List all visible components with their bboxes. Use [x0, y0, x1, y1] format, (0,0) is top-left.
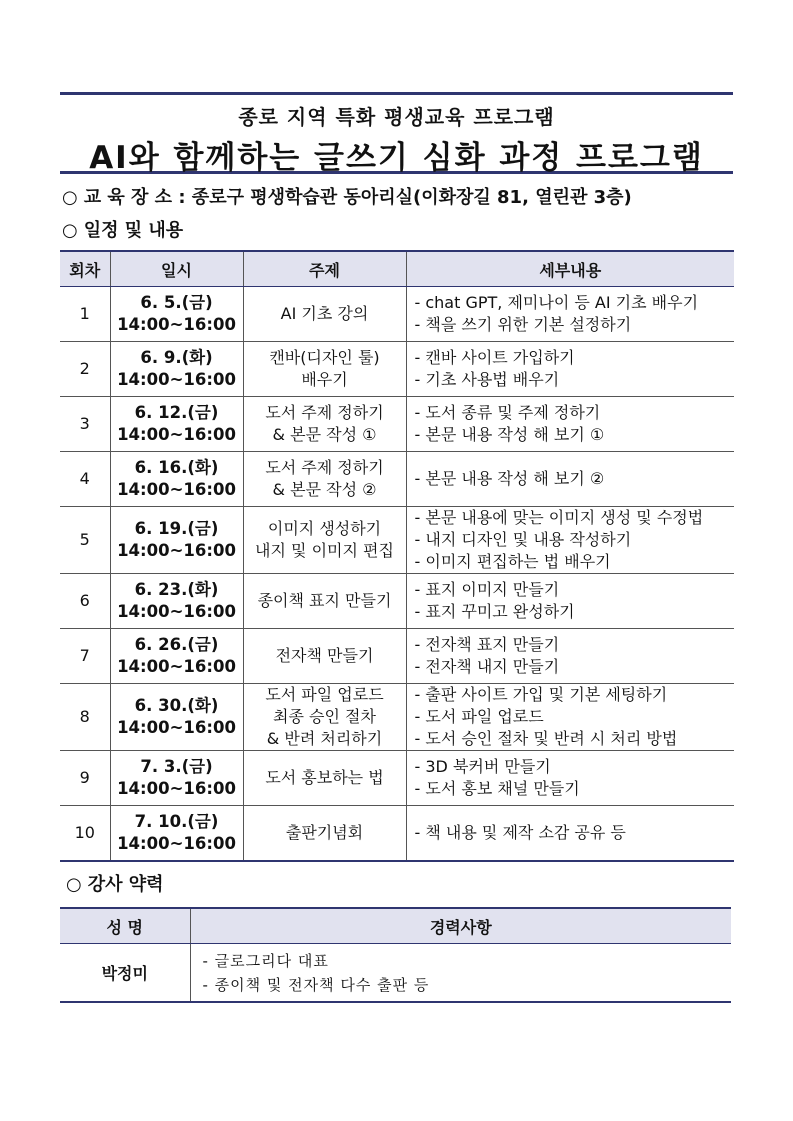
session-datetime [110, 342, 243, 397]
session-details [406, 452, 734, 507]
session-time: 14:00~16:00 [117, 370, 236, 389]
session-datetime [110, 287, 243, 342]
instructor-name: 박정미 [60, 944, 190, 1003]
session-date: 7. 10.(금) [134, 811, 219, 831]
session-datetime [110, 397, 243, 452]
topic-line: 내지 및 이미지 편집 [255, 541, 394, 560]
instructor-heading-text: 강사 약력 [87, 874, 164, 895]
detail-line: - 도서 파일 업로드 [414, 707, 544, 726]
instructor-row [60, 944, 731, 1003]
schedule-heading-text: 일정 및 내용 [83, 220, 184, 241]
session-number: 6 [60, 574, 110, 629]
session-details [406, 629, 734, 684]
detail-line: - 책 내용 및 제작 소감 공유 등 [414, 822, 626, 842]
col-header-name: 성 명 [60, 908, 190, 944]
detail-line: - 표지 꾸미고 완성하기 [414, 602, 575, 621]
session-datetime [110, 574, 243, 629]
session-time: 14:00~16:00 [117, 480, 236, 499]
instructor-career [190, 944, 731, 1003]
session-details [406, 684, 734, 751]
session-date: 6. 5.(금) [140, 293, 213, 312]
schedule-row [60, 751, 734, 806]
session-details [406, 507, 734, 574]
session-number: 5 [60, 507, 110, 574]
title-box [60, 92, 733, 174]
session-topic [243, 629, 406, 684]
session-datetime [110, 684, 243, 751]
topic-line: 도서 홍보하는 법 [265, 768, 384, 787]
session-details [406, 751, 734, 806]
career-line: - 종이책 및 전자책 다수 출판 등 [202, 975, 430, 994]
detail-line: - chat GPT, 제미나이 등 AI 기초 배우기 [414, 293, 699, 312]
session-number: 10 [60, 806, 110, 861]
schedule-row [60, 574, 734, 629]
location-line [62, 183, 632, 209]
session-number: 8 [60, 684, 110, 751]
topic-line: AI 기초 강의 [280, 304, 369, 323]
session-datetime [110, 629, 243, 684]
detail-line: - 3D 북커버 만들기 [414, 757, 551, 776]
topic-line: & 반려 처리하기 [266, 729, 383, 748]
detail-line: - 출판 사이트 가입 및 기본 세팅하기 [414, 685, 668, 704]
topic-line: 전자책 만들기 [275, 646, 374, 665]
detail-line: - 도서 승인 절차 및 반려 시 처리 방법 [414, 729, 678, 748]
session-topic [243, 574, 406, 629]
session-number: 4 [60, 452, 110, 507]
schedule-row [60, 806, 734, 861]
topic-line: 도서 파일 업로드 [265, 685, 384, 704]
col-header-session: 회차 [60, 251, 110, 287]
detail-line: - 본문 내용 작성 해 보기 ② [414, 469, 605, 488]
detail-line: - 도서 종류 및 주제 정하기 [414, 403, 601, 422]
topic-line: 이미지 생성하기 [267, 519, 382, 538]
session-topic [243, 806, 406, 861]
session-number: 7 [60, 629, 110, 684]
detail-line: - 전자책 내지 만들기 [414, 657, 560, 676]
session-details [406, 287, 734, 342]
page-title: AI와 함께하는 글쓰기 심화 과정 프로그램 [89, 140, 704, 176]
topic-line: 배우기 [301, 370, 348, 389]
schedule-row [60, 629, 734, 684]
session-topic [243, 507, 406, 574]
schedule-row [60, 507, 734, 574]
session-time: 14:00~16:00 [117, 315, 236, 334]
session-time: 14:00~16:00 [117, 833, 236, 853]
session-date: 7. 3.(금) [140, 757, 213, 776]
schedule-row [60, 287, 734, 342]
bullet-circle-icon: ○ [62, 187, 78, 208]
schedule-header-row [60, 251, 734, 287]
topic-line: 최종 승인 절차 [273, 707, 376, 726]
detail-line: - 표지 이미지 만들기 [414, 580, 560, 599]
session-time: 14:00~16:00 [117, 657, 236, 676]
session-topic [243, 342, 406, 397]
page-subtitle: 종로 지역 특화 평생교육 프로그램 [238, 105, 555, 129]
col-header-datetime: 일시 [110, 251, 243, 287]
session-details [406, 342, 734, 397]
session-details [406, 806, 734, 861]
topic-line: 도서 주제 정하기 [265, 403, 384, 422]
session-number: 3 [60, 397, 110, 452]
session-number: 9 [60, 751, 110, 806]
session-date: 6. 9.(화) [140, 348, 213, 367]
session-date: 6. 19.(금) [134, 519, 219, 538]
session-time: 14:00~16:00 [117, 541, 236, 560]
bullet-circle-icon: ○ [66, 874, 82, 895]
col-header-details: 세부내용 [406, 251, 734, 287]
topic-line: 출판기념회 [285, 822, 364, 842]
schedule-row [60, 684, 734, 751]
session-number: 1 [60, 287, 110, 342]
topic-line: 종이책 표지 만들기 [257, 591, 392, 610]
session-topic [243, 684, 406, 751]
detail-line: - 내지 디자인 및 내용 작성하기 [414, 530, 632, 549]
session-topic [243, 287, 406, 342]
topic-line: & 본문 작성 ② [272, 480, 377, 499]
session-date: 6. 16.(화) [134, 458, 219, 477]
session-time: 14:00~16:00 [117, 779, 236, 798]
detail-line: - 책을 쓰기 위한 기본 설정하기 [414, 315, 632, 334]
schedule-row [60, 397, 734, 452]
session-datetime [110, 507, 243, 574]
instructor-heading [66, 870, 164, 896]
session-datetime [110, 452, 243, 507]
session-number: 2 [60, 342, 110, 397]
detail-line: - 도서 홍보 채널 만들기 [414, 779, 580, 798]
schedule-row [60, 452, 734, 507]
schedule-row [60, 342, 734, 397]
instructor-header-row [60, 908, 731, 944]
detail-line: - 기초 사용법 배우기 [414, 370, 560, 389]
schedule-table [60, 250, 734, 862]
bullet-circle-icon: ○ [62, 220, 78, 241]
session-datetime [110, 751, 243, 806]
detail-line: - 전자책 표지 만들기 [414, 635, 560, 654]
session-time: 14:00~16:00 [117, 425, 236, 444]
instructor-table [60, 907, 731, 1003]
session-time: 14:00~16:00 [117, 718, 236, 737]
session-details [406, 397, 734, 452]
topic-line: 캔바(디자인 툴) [269, 348, 380, 367]
detail-line: - 이미지 편집하는 법 배우기 [414, 552, 611, 571]
topic-line: & 본문 작성 ① [272, 425, 377, 444]
detail-line: - 캔바 사이트 가입하기 [414, 348, 575, 367]
location-text: 교 육 장 소 : 종로구 평생학습관 동아리실(이화장길 81, 열린관 3층) [83, 187, 632, 208]
topic-line: 도서 주제 정하기 [265, 458, 384, 477]
session-time: 14:00~16:00 [117, 602, 236, 621]
session-topic [243, 452, 406, 507]
session-datetime [110, 806, 243, 861]
career-line: - 글로그리다 대표 [202, 951, 329, 970]
detail-line: - 본문 내용 작성 해 보기 ① [414, 425, 605, 444]
session-details [406, 574, 734, 629]
detail-line: - 본문 내용에 맞는 이미지 생성 및 수정법 [414, 508, 704, 527]
session-topic [243, 751, 406, 806]
session-topic [243, 397, 406, 452]
schedule-heading [62, 216, 183, 242]
session-date: 6. 30.(화) [134, 696, 219, 715]
col-header-career: 경력사항 [190, 908, 731, 944]
session-date: 6. 26.(금) [134, 635, 219, 654]
session-date: 6. 12.(금) [134, 403, 219, 422]
col-header-topic: 주제 [243, 251, 406, 287]
session-date: 6. 23.(화) [134, 580, 219, 599]
